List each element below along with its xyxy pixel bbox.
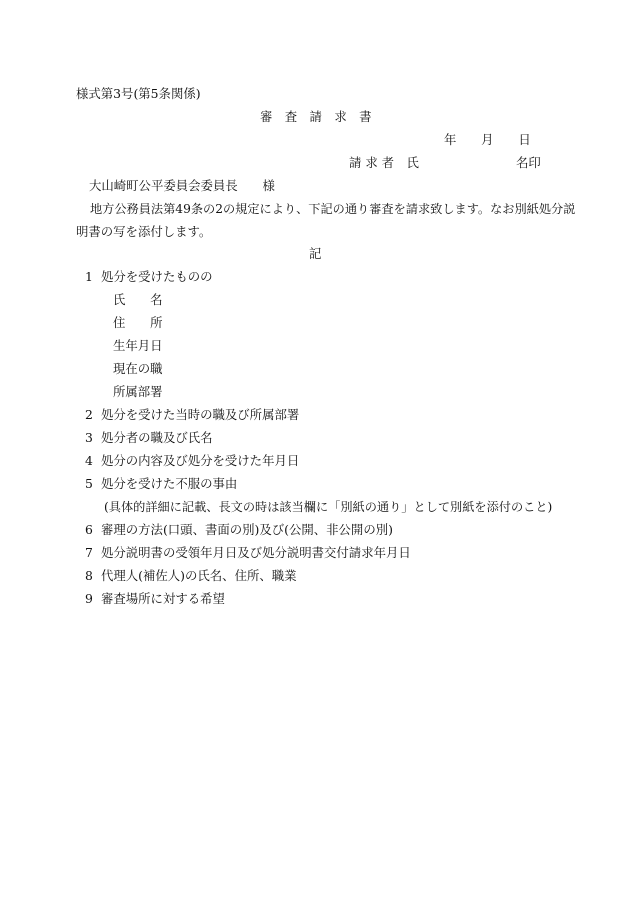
- item-text: 処分者の職及び氏名: [101, 430, 213, 445]
- ki-heading: 記: [309, 246, 322, 261]
- sub-field-address: 住 所: [113, 315, 163, 330]
- item-text: 審査場所に対する希望: [101, 591, 225, 606]
- item-text: 審理の方法(口頭、書面の別)及び(公開、非公開の別): [101, 522, 393, 537]
- sub-field-current-position: 現在の職: [113, 361, 163, 376]
- date-line: 年 月 日: [444, 132, 531, 147]
- item-number: 6: [85, 522, 93, 537]
- document-title: 審 査 請 求 書: [260, 109, 372, 124]
- seal-label: 名印: [516, 155, 541, 170]
- item-text: 処分を受けた当時の職及び所属部署: [101, 407, 300, 422]
- sub-field-name: 氏 名: [113, 292, 163, 307]
- item-text: 処分の内容及び処分を受けた年月日: [101, 453, 300, 468]
- item-text: 代理人(補佐人)の氏名、住所、職業: [101, 568, 297, 583]
- item-text: 処分説明書の受領年月日及び処分説明書交付請求年月日: [101, 545, 411, 560]
- sub-field-birthdate: 生年月日: [113, 338, 163, 353]
- form-label: 様式第3号(第5条関係): [76, 86, 201, 101]
- item-number: 1: [85, 269, 93, 284]
- item-5-note: (具体的詳細に記載、長文の時は該当欄に「別紙の通り」として別紙を添付のこと): [104, 500, 553, 514]
- item-number: 8: [85, 568, 93, 583]
- requester-label: 請 求 者 氏: [349, 155, 419, 170]
- intro-line-2: 明書の写を添付します。: [76, 224, 212, 239]
- item-number: 3: [85, 430, 93, 445]
- item-text: 処分を受けたものの: [101, 269, 213, 284]
- item-number: 2: [85, 407, 93, 422]
- item-number: 5: [85, 476, 93, 491]
- sub-field-department: 所属部署: [113, 384, 163, 399]
- item-number: 9: [85, 591, 93, 606]
- item-number: 4: [85, 453, 93, 468]
- item-text: 処分を受けた不服の事由: [101, 476, 238, 491]
- intro-line-1: 地方公務員法第49条の2の規定により、下記の通り審査を請求致します。なお別紙処分説: [90, 202, 576, 216]
- item-number: 7: [85, 545, 93, 560]
- addressee: 大山崎町公平委員会委員長 様: [89, 178, 275, 193]
